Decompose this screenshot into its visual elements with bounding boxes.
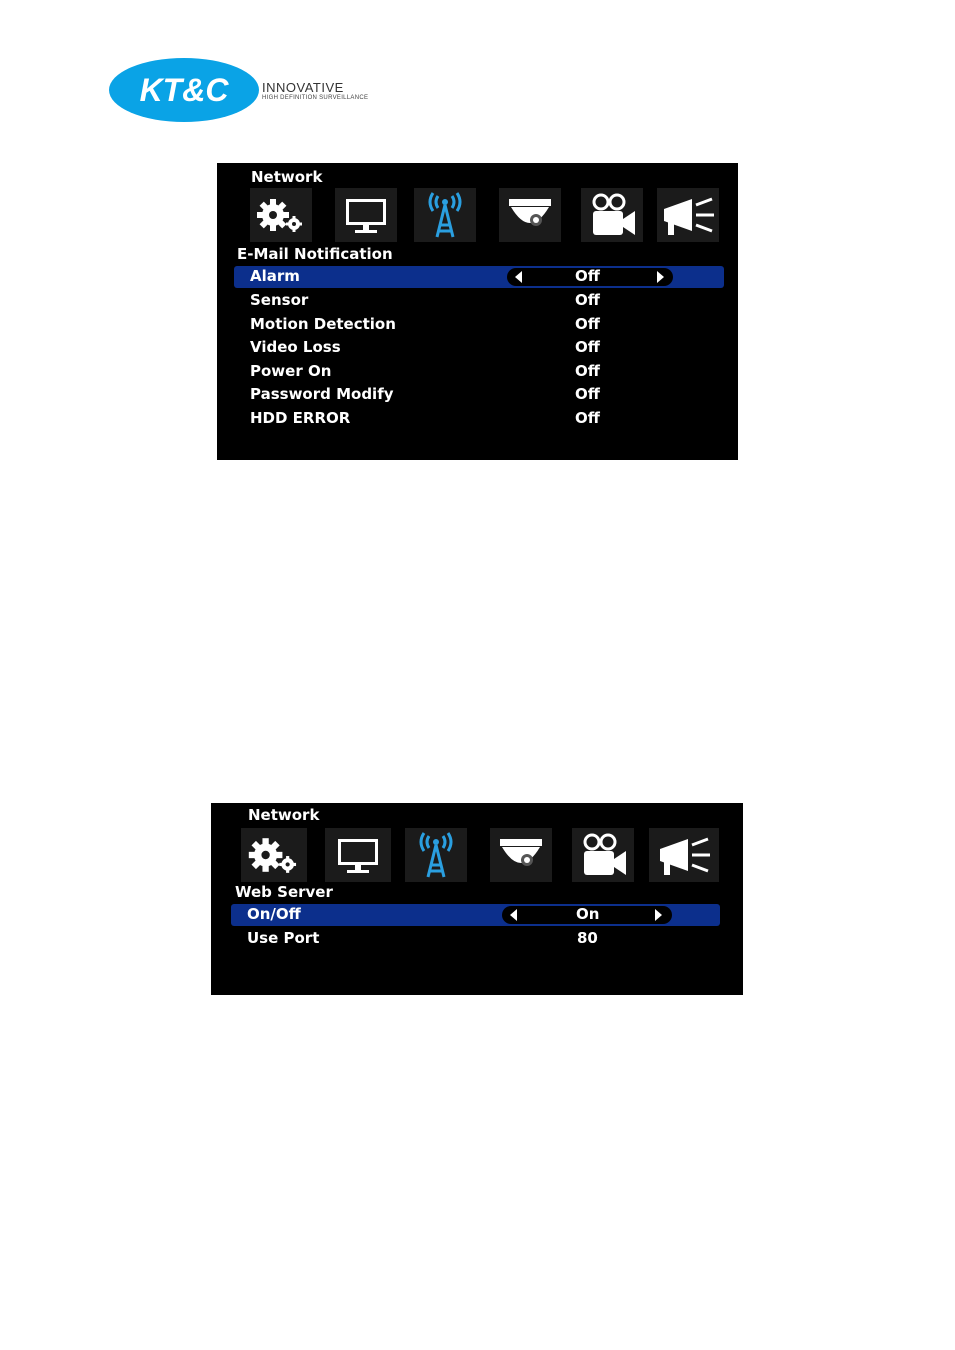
dome-camera-icon[interactable] xyxy=(490,828,552,882)
setting-value: Off xyxy=(575,291,600,309)
setting-value: Off xyxy=(575,362,600,380)
monitor-icon[interactable] xyxy=(335,188,397,242)
setting-row-power-on[interactable] xyxy=(234,361,724,383)
setting-row-password-modify[interactable] xyxy=(234,384,724,406)
dome-camera-icon[interactable] xyxy=(499,188,561,242)
web-server-panel xyxy=(211,803,743,995)
gear-icon[interactable] xyxy=(250,188,312,242)
logo-ellipse xyxy=(108,57,260,123)
setting-label: Alarm xyxy=(250,267,300,285)
setting-label: Power On xyxy=(250,362,332,380)
logo-brand-text: KT&C xyxy=(139,72,229,108)
logo-tagline: HIGH DEFINITION SURVEILLANCE xyxy=(262,95,369,101)
megaphone-icon[interactable] xyxy=(649,828,719,882)
setting-value: Off xyxy=(575,385,600,403)
setting-label: HDD ERROR xyxy=(250,409,351,427)
value-selector[interactable] xyxy=(507,268,673,286)
video-camera-icon[interactable] xyxy=(572,828,634,882)
megaphone-icon[interactable] xyxy=(657,188,719,242)
arrow-right-icon[interactable] xyxy=(657,271,664,283)
setting-value: 80 xyxy=(577,929,598,947)
antenna-icon[interactable] xyxy=(405,828,467,882)
setting-row-motion-detection[interactable] xyxy=(234,314,724,336)
setting-label: Use Port xyxy=(247,929,320,947)
setting-value: Off xyxy=(575,338,600,356)
panel-title: Network xyxy=(248,806,320,824)
section-title: Web Server xyxy=(235,883,333,901)
setting-label: Video Loss xyxy=(250,338,341,356)
logo-name: INNOVATIVE xyxy=(262,80,344,95)
video-camera-icon[interactable] xyxy=(581,188,643,242)
section-title: E-Mail Notification xyxy=(237,245,393,263)
setting-value: Off xyxy=(575,409,600,427)
setting-value: On xyxy=(576,905,600,923)
antenna-icon[interactable] xyxy=(414,188,476,242)
setting-row-hdd-error[interactable] xyxy=(234,408,724,430)
setting-row-alarm[interactable] xyxy=(234,266,724,288)
setting-row-video-loss[interactable] xyxy=(234,337,724,359)
email-notification-panel xyxy=(217,163,738,460)
setting-label: On/Off xyxy=(247,905,301,923)
value-selector[interactable] xyxy=(502,906,672,924)
setting-row-use-port[interactable] xyxy=(231,928,720,950)
setting-value: Off xyxy=(575,315,600,333)
monitor-icon[interactable] xyxy=(325,828,391,882)
setting-label: Motion Detection xyxy=(250,315,396,333)
setting-row-sensor[interactable] xyxy=(234,290,724,312)
setting-row-on-off[interactable] xyxy=(231,904,720,926)
arrow-left-icon[interactable] xyxy=(510,909,517,921)
setting-label: Password Modify xyxy=(250,385,394,403)
arrow-right-icon[interactable] xyxy=(655,909,662,921)
arrow-left-icon[interactable] xyxy=(515,271,522,283)
setting-value: Off xyxy=(575,267,600,285)
setting-label: Sensor xyxy=(250,291,309,309)
gear-icon[interactable] xyxy=(241,828,307,882)
panel-title: Network xyxy=(251,168,323,186)
